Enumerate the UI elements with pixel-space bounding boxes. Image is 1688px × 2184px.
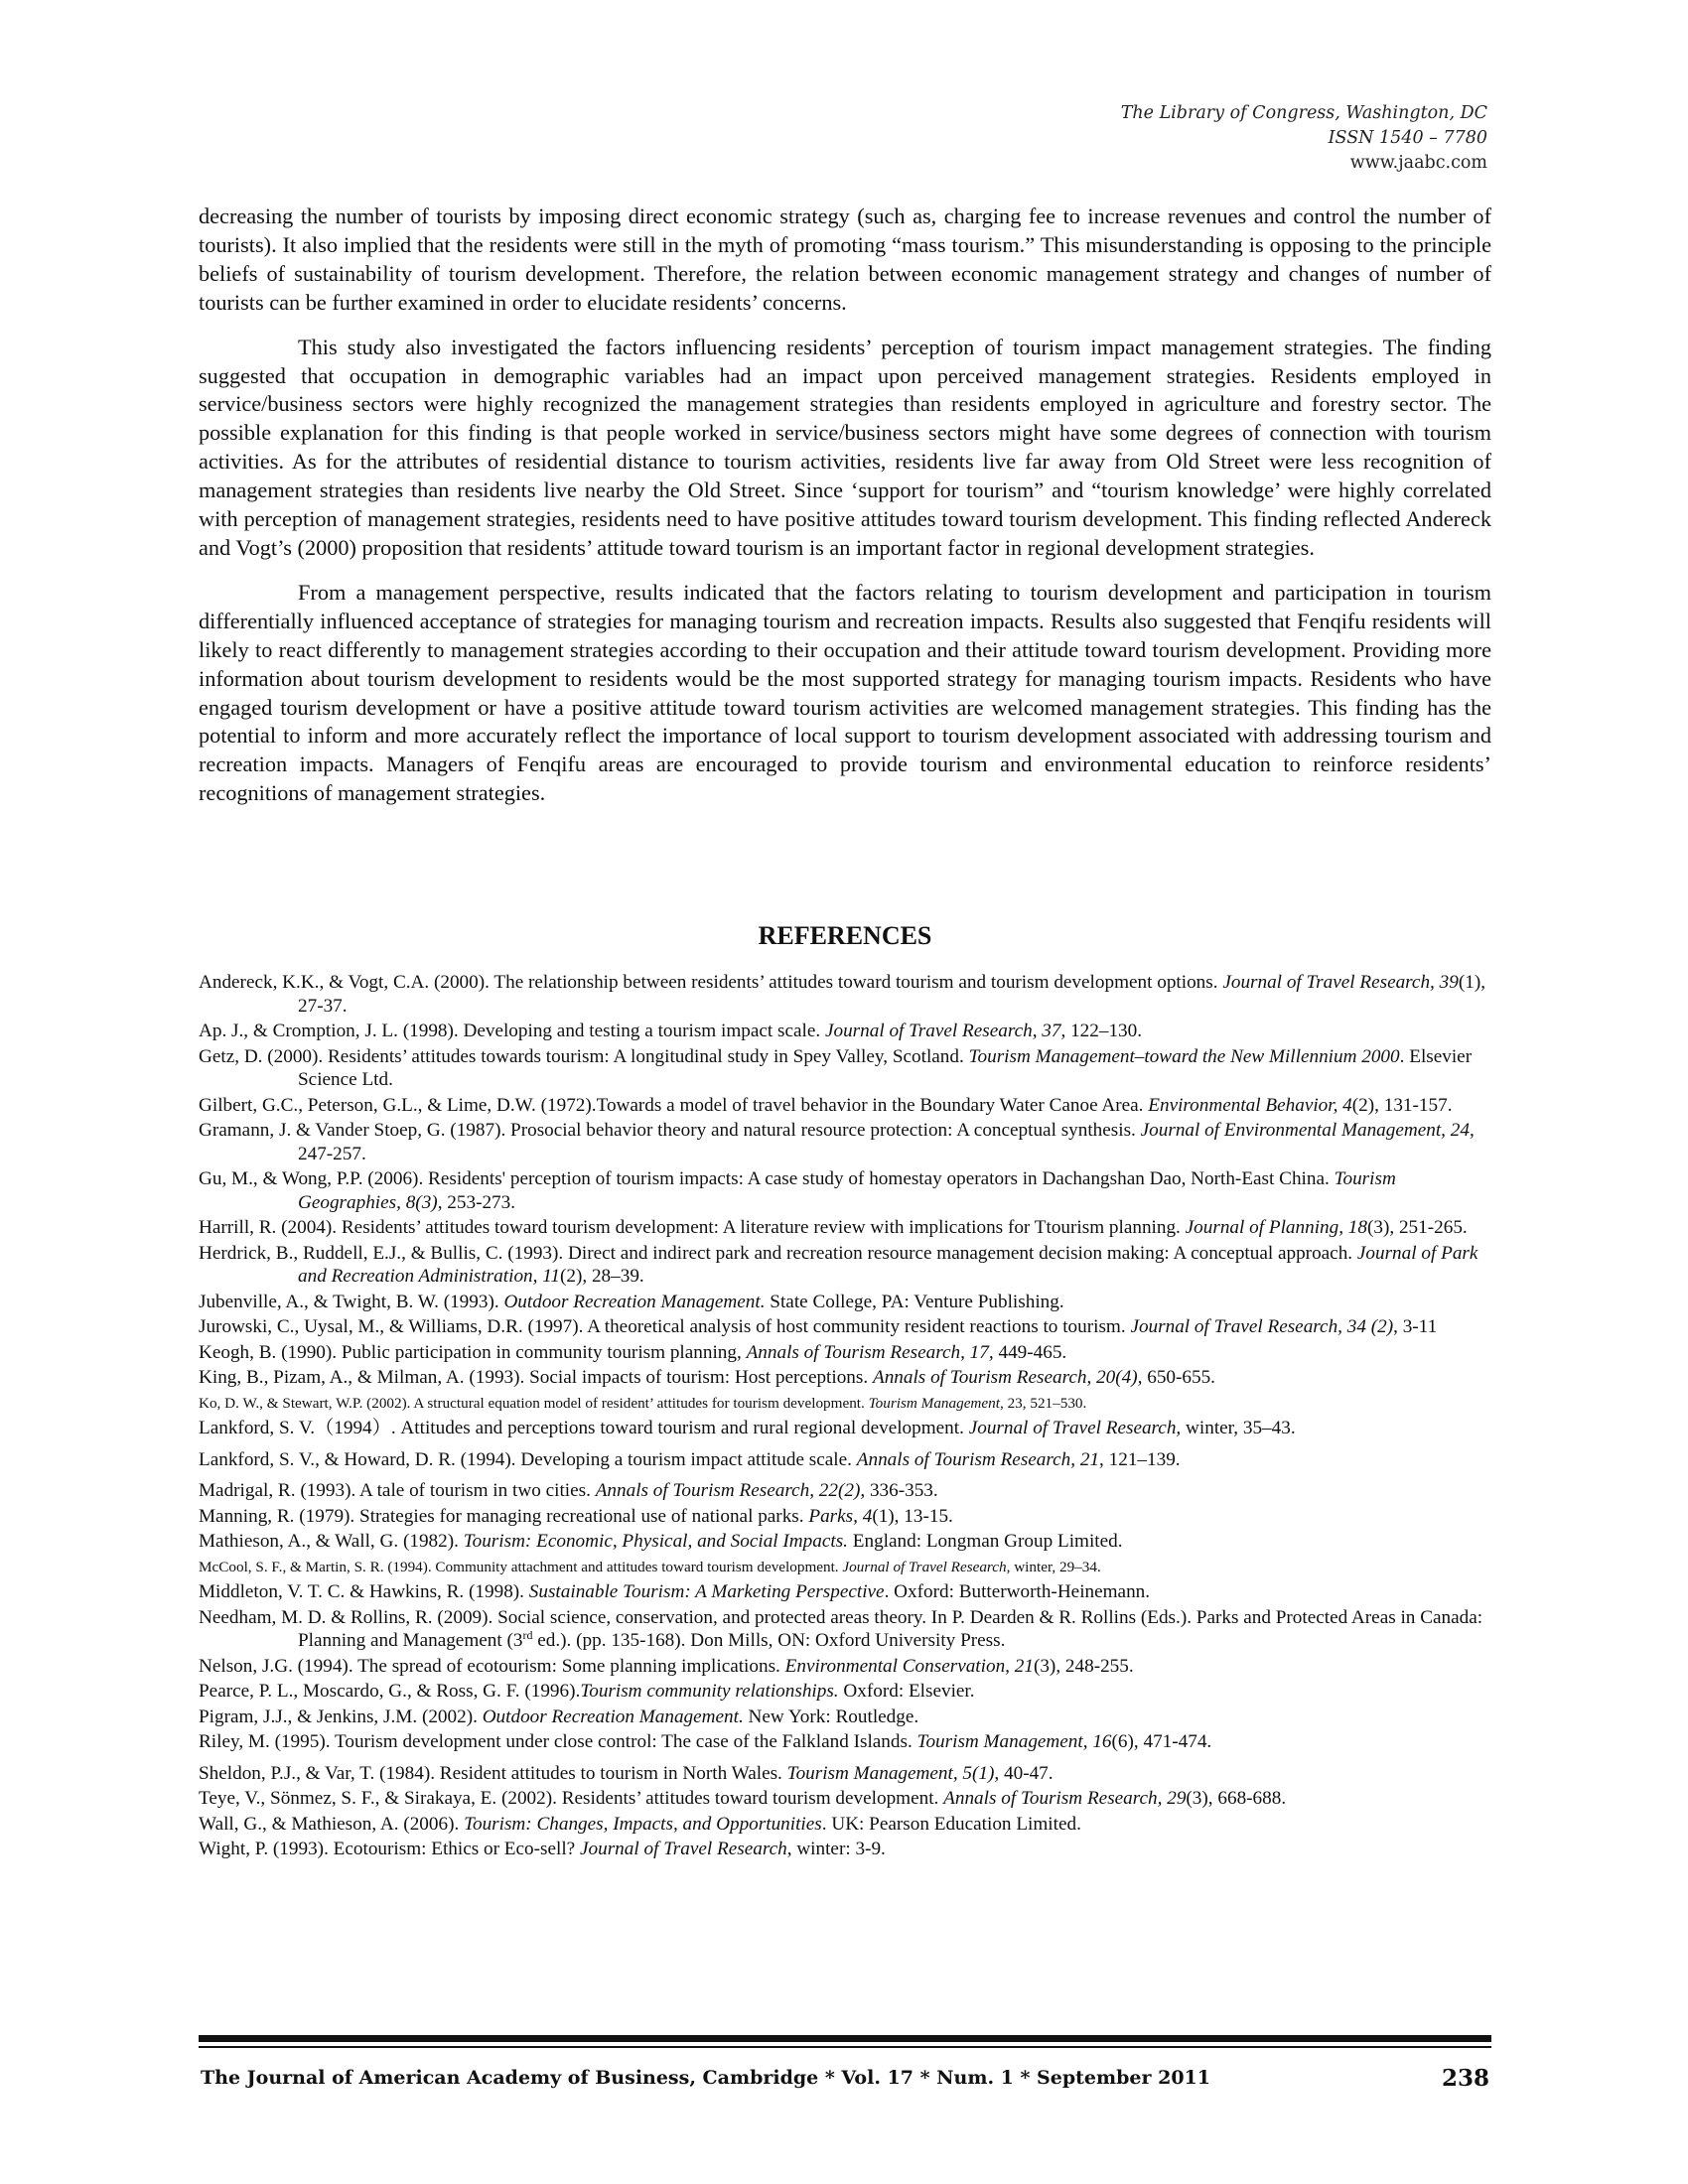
reference-item: Manning, R. (1979). Strategies for managing recreational use of national parks. Parks, 4(1), 13-15.: [199, 1505, 953, 1527]
reference-item: McCool, S. F., & Martin, S. R. (1994). Community attachment and attitudes toward tourism development. Journal of Travel Research, winter, 29–34.: [199, 1558, 1101, 1575]
reference-item: Harrill, R. (2004). Residents’ attitudes toward tourism development: A literature review with implications for Ttourism planning. Journal of Planning, 18(3), 251-265.: [199, 1217, 1468, 1238]
reference-item: Jurowski, C., Uysal, M., & Williams, D.R. (1997). A theoretical analysis of host community resident reactions to tourism. Journal of Travel Research, 34 (2), 3-11: [199, 1316, 1438, 1337]
page-footer: [201, 2065, 1489, 2092]
reference-item: Lankford, S. V., & Howard, D. R. (1994). Developing a tourism impact attitude scale. Annals of Tourism Research, 21, 121–139.: [199, 1448, 1181, 1470]
reference-item: Ko, D. W., & Stewart, W.P. (2002). A structural equation model of resident’ attitudes for tourism development. Tourism Management, 23, 521–530.: [199, 1394, 1087, 1412]
running-header: [1121, 101, 1487, 176]
superscript: rd: [522, 1628, 533, 1642]
page-number: 238: [1441, 2065, 1489, 2092]
reference-item: Gu, M., & Wong, P.P. (2006). Residents' perception of tourism impacts: A case study of homestay operators in Dachangshan Dao, North-East China. Tourism Geographies, 8(3), 253-273.: [199, 1168, 1396, 1213]
reference-item: King, B., Pizam, A., & Milman, A. (1993). Social impacts of tourism: Host perceptions. Annals of Tourism Research, 20(4), 650-655.: [199, 1367, 1215, 1388]
footer-rule-thick: [199, 2035, 1491, 2042]
reference-item: Nelson, J.G. (1994). The spread of ecotourism: Some planning implications. Environmental Conservation, 21(3), 248-255.: [199, 1655, 1134, 1677]
footer-rule-thin: [199, 2046, 1491, 2048]
references-heading: REFERENCES: [758, 921, 932, 950]
reference-item: Wight, P. (1993). Ecotourism: Ethics or Eco-sell? Journal of Travel Research, winter: 3-9.: [199, 1839, 886, 1859]
reference-item: Keogh, B. (1990). Public participation in community tourism planning, Annals of Tourism Research, 17, 449-465.: [199, 1341, 1067, 1363]
reference-item: Pigram, J.J., & Jenkins, J.M. (2002). Outdoor Recreation Management. New York: Routledge.: [199, 1706, 919, 1727]
header-url: www.jaabc.com: [1349, 153, 1487, 173]
reference-item: Sheldon, P.J., & Var, T. (1984). Resident attitudes to tourism in North Wales. Tourism Management, 5(1), 40-47.: [199, 1762, 1054, 1784]
paragraph-3: From a management perspective, results indicated that the factors relating to tourism development and participation in tourism differentially influenced acceptance of strategies for managing tourism and recreation impacts. Results also suggested that Fenqifu residents will likely to react differently to management strategies according to their occupation and their attitude toward tourism development. Providing more information about tourism development to residents would be the most supported strategy for managing tourism impacts. Residents who have engaged tourism development or have a positive attitude toward tourism activities are welcomed management strategies. This finding has the potential to inform and more accurately reflect the importance of local support to tourism development associated with addressing tourism and recreation impacts. Managers of Fenqifu areas are encouraged to provide tourism and environmental education to reinforce residents’ recognitions of management strategies.: [199, 579, 1491, 806]
reference-item: Mathieson, A., & Wall, G. (1982). Tourism: Economic, Physical, and Social Impacts. England: Longman Group Limited.: [199, 1531, 1123, 1552]
body-text: [199, 203, 1491, 824]
reference-item: Gilbert, G.C., Peterson, G.L., & Lime, D.W. (1972).Towards a model of travel behavior in the Boundary Water Canoe Area. Environmental Behavior, 4(2), 131-157.: [199, 1094, 1453, 1116]
reference-item: Middleton, V. T. C. & Hawkins, R. (1998). Sustainable Tourism: A Marketing Perspective. Oxford: Butterworth-Heinemann.: [199, 1581, 1151, 1602]
footer-journal: The Journal of American Academy of Business, Cambridge * Vol. 17 * Num. 1 * September 2011: [201, 2067, 1211, 2089]
reference-item: Madrigal, R. (1993). A tale of tourism in two cities. Annals of Tourism Research, 22(2), 336-353.: [199, 1480, 938, 1501]
reference-item: Riley, M. (1995). Tourism development under close control: The case of the Falkland Islands. Tourism Management, 16(6), 471-474.: [199, 1731, 1212, 1752]
reference-item: Needham, M. D. & Rollins, R. (2009). Social science, conservation, and protected areas theory. In P. Dearden & R. Rollins (Eds.). Parks and Protected Areas in Canada: Planning and Management (3rd ed.). (pp. 135-168). Don Mills, ON: Oxford University Press.: [199, 1606, 1483, 1651]
reference-item: Gramann, J. & Vander Stoep, G. (1987). Prosocial behavior theory and natural resource protection: A conceptual synthesis. Journal of Environmental Management, 24, 247-257.: [199, 1120, 1475, 1164]
reference-item: Jubenville, A., & Twight, B. W. (1993). Outdoor Recreation Management. State College, PA: Venture Publishing.: [199, 1291, 1064, 1312]
paragraph-1: decreasing the number of tourists by imposing direct economic strategy (such as, charging fee to increase revenues and control the number of tourists). It also implied that the residents were still in the myth of promoting “mass tourism.” This misunderstanding is opposing to the principle beliefs of sustainability of tourism development. Therefore, the relation between economic management strategy and changes of number of tourists can be further examined in order to elucidate residents’ concerns.: [199, 204, 1491, 315]
header-issn: ISSN 1540 – 7780: [1328, 128, 1487, 148]
reference-item: Pearce, P. L., Moscardo, G., & Ross, G. F. (1996).Tourism community relationships. Oxford: Elsevier.: [199, 1681, 975, 1702]
references-list: [199, 971, 1491, 1863]
reference-item: Andereck, K.K., & Vogt, C.A. (2000). The relationship between residents’ attitudes toward tourism and tourism development options. Journal of Travel Research, 39(1), 27-37.: [199, 972, 1486, 1017]
reference-item: Ap. J., & Cromption, J. L. (1998). Developing and testing a tourism impact scale. Journal of Travel Research, 37, 122–130.: [199, 1021, 1143, 1041]
reference-item: Teye, V., Sönmez, S. F., & Sirakaya, E. (2002). Residents’ attitudes toward tourism development. Annals of Tourism Research, 29(3), 668-688.: [199, 1788, 1287, 1809]
header-library: The Library of Congress, Washington, DC: [1120, 103, 1487, 123]
reference-item: Lankford, S. V.（1994）. Attitudes and perceptions toward tourism and rural regional development. Journal of Travel Research, winter, 35–43.: [199, 1418, 1296, 1438]
reference-item: Herdrick, B., Ruddell, E.J., & Bullis, C. (1993). Direct and indirect park and recreation resource management decision making: A conceptual approach. Journal of Park and Recreation Administration, 11(2), 28–39.: [199, 1242, 1478, 1287]
reference-item: Getz, D. (2000). Residents’ attitudes towards tourism: A longitudinal study in Spey Valley, Scotland. Tourism Management–toward the New Millennium 2000. Elsevier Science Ltd.: [199, 1045, 1473, 1090]
paragraph-2: This study also investigated the factors influencing residents’ perception of tourism impact management strategies. The finding suggested that occupation in demographic variables had an impact upon perceived management strategies. Residents employed in service/business sectors were highly recognized the management strategies than residents employed in agriculture and forestry sector. The possible explanation for this finding is that people worked in service/business sectors might have some degrees of connection with tourism activities. As for the attributes of residential distance to tourism activities, residents live far away from Old Street were less recognition of management strategies than residents live nearby the Old Street. Since ‘support for tourism” and “tourism knowledge’ were highly correlated with perception of management strategies, residents need to have positive attitudes toward tourism development. This finding reflected Andereck and Vogt’s (2000) proposition that residents’ attitude toward tourism is an important factor in regional development strategies.: [199, 334, 1491, 560]
reference-item: Wall, G., & Mathieson, A. (2006). Tourism: Changes, Impacts, and Opportunities. UK: Pearson Education Limited.: [199, 1813, 1081, 1835]
